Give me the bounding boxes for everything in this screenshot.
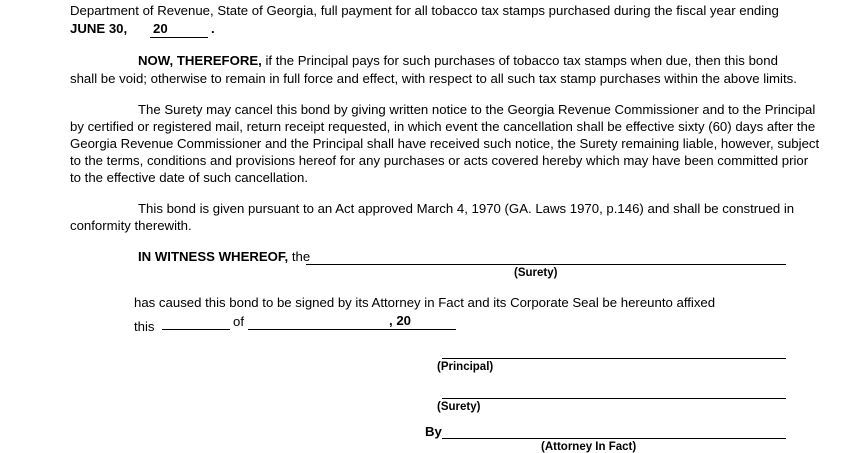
surety-name-field[interactable]: [306, 264, 786, 265]
june-30-label: JUNE 30,: [70, 21, 128, 36]
now-therefore-lead: NOW, THEREFORE,: [138, 53, 262, 68]
surety-caption: (Surety): [514, 267, 558, 279]
witness-the: the: [291, 249, 311, 264]
para1-line1: Department of Revenue, State of Georgia, full payment for all tobacco tax stamps purchased during the fiscal year ending: [70, 3, 779, 18]
fiscal-year-prefix: 20: [153, 21, 168, 36]
witness-line: [138, 249, 310, 265]
para3-line4: to the terms, conditions and provisions hereof for any purchases or acts covered hereby which may have been committed prior: [70, 153, 809, 168]
this-label: this: [134, 319, 155, 334]
para2-line1-text: if the Principal pays for such purchases of tobacco tax stamps when due, then this bond: [265, 53, 778, 68]
month-field[interactable]: [248, 329, 456, 330]
para2-line1: [138, 53, 778, 69]
surety-signature-field[interactable]: [442, 398, 786, 399]
by-label: By: [425, 424, 442, 439]
signed-year-prefix: , 20: [389, 313, 411, 328]
surety-signature-caption: (Surety): [437, 401, 481, 413]
para4-line1: This bond is given pursuant to an Act approved March 4, 1970 (GA. Laws 1970, p.146) and shall be construed in: [138, 201, 795, 216]
para3-line5: to the effective date of such cancellation.: [70, 170, 309, 185]
fiscal-year-field[interactable]: [150, 37, 208, 38]
attorney-caption: (Attorney In Fact): [541, 441, 637, 453]
principal-caption: (Principal): [437, 361, 494, 373]
para1-period: .: [211, 21, 215, 36]
day-field[interactable]: [162, 329, 230, 330]
para4-line2: conformity therewith.: [70, 218, 192, 233]
para3-line3: Georgia Revenue Commissioner and the Principal shall have received such notice, the Surety remaining liable, however, subject: [70, 136, 820, 151]
signed-line: has caused this bond to be signed by its Attorney in Fact and its Corporate Seal be hereunto affixed: [134, 295, 716, 310]
of-label: of: [233, 314, 244, 329]
in-witness-whereof-lead: IN WITNESS WHEREOF,: [138, 249, 289, 264]
attorney-signature-field[interactable]: [442, 438, 786, 439]
para3-line2: by certified or registered mail, return receipt requested, in which event the cancellation shall be effective sixty (60) days after the: [70, 119, 816, 134]
principal-signature-field[interactable]: [442, 358, 786, 359]
para2-line2: shall be void; otherwise to remain in full force and effect, with respect to all such tax stamp purchases within the above limits.: [70, 71, 797, 86]
para3-line1: The Surety may cancel this bond by giving written notice to the Georgia Revenue Commissioner and to the Principal: [138, 102, 816, 117]
